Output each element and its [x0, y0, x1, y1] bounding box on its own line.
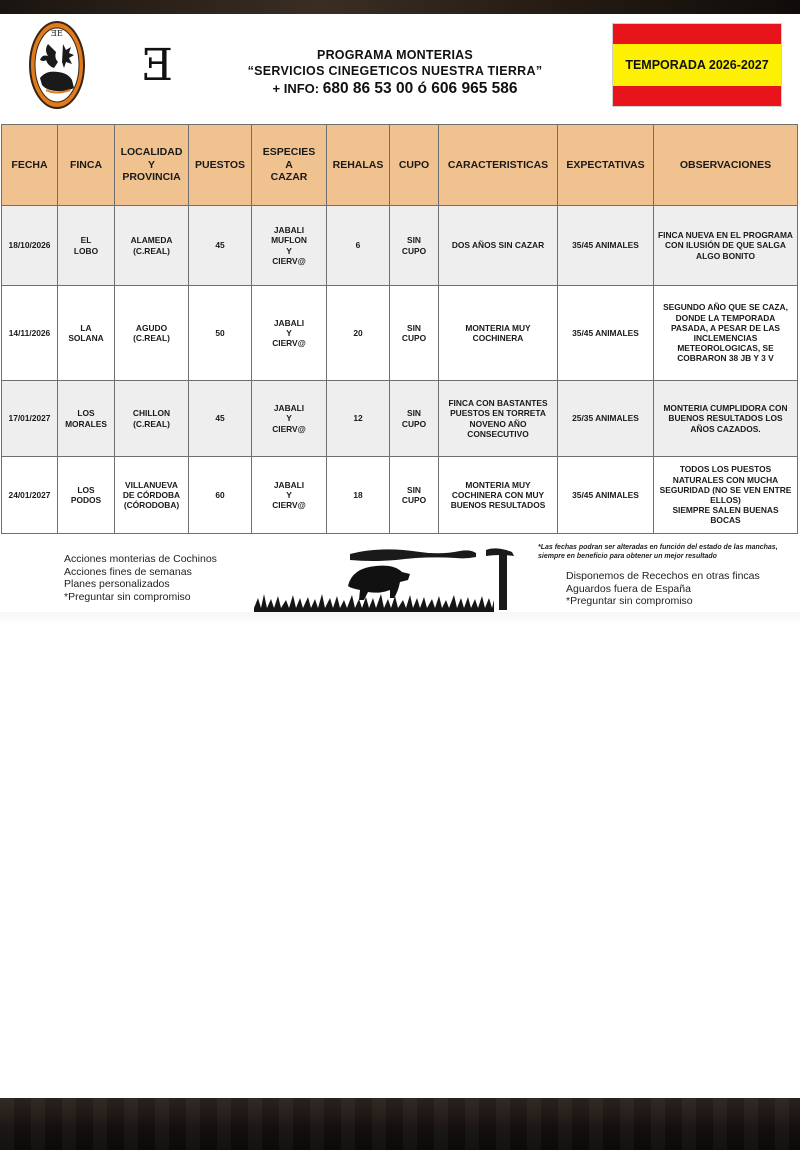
service-item: Acciones fines de semanas — [64, 565, 192, 578]
col-header-rehalas: REHALAS — [327, 125, 390, 206]
cell-caracteristicas: MONTERIA MUY COCHINERA CON MUY BUENOS RESULTADOS — [439, 457, 558, 534]
cell-caracteristicas: DOS AÑOS SIN CAZAR — [439, 206, 558, 286]
cell-expectativas: 25/35 ANIMALES — [558, 381, 654, 457]
cell-puestos: 45 — [189, 381, 252, 457]
flag-red-bottom — [613, 86, 781, 106]
service-item: *Preguntar sin compromiso — [566, 595, 693, 608]
table-header-row — [2, 125, 798, 206]
cell-cupo: SIN CUPO — [390, 206, 439, 286]
monogram-letter: Ǝ — [141, 40, 175, 86]
cell-localidad: AGUDO (C.REAL) — [115, 286, 189, 381]
monterias-table — [1, 124, 798, 534]
col-header-finca: FINCA — [58, 125, 115, 206]
table-row — [2, 206, 798, 286]
cell-especies: JABALI Y CIERV@ — [252, 381, 327, 457]
season-flag — [613, 24, 781, 106]
cell-fecha: 17/01/2027 — [2, 381, 58, 457]
col-header-observaciones: OBSERVACIONES — [654, 125, 798, 206]
cell-puestos: 60 — [189, 457, 252, 534]
program-header — [230, 48, 560, 98]
cell-puestos: 50 — [189, 286, 252, 381]
info-label: + INFO: — [272, 81, 320, 96]
cell-caracteristicas: MONTERIA MUY COCHINERA — [439, 286, 558, 381]
cell-expectativas: 35/45 ANIMALES — [558, 286, 654, 381]
service-item: Disponemos de Recechos en otras fincas — [566, 570, 760, 582]
cell-localidad: CHILLON (C.REAL) — [115, 381, 189, 457]
hunting-emblem-logo — [28, 20, 86, 110]
cell-fecha: 14/11/2026 — [2, 286, 58, 381]
flag-red-top — [613, 24, 781, 44]
table-row — [2, 381, 798, 457]
cell-fecha: 24/01/2027 — [2, 457, 58, 534]
season-label: TEMPORADA 2026-2027 — [613, 44, 781, 86]
dates-disclaimer: *Las fechas podran ser alteradas en función del estado de las manchas, siempre en beneficio para obtener un mejor resultado — [538, 544, 778, 560]
cell-rehalas: 12 — [327, 381, 390, 457]
table-row — [2, 457, 798, 534]
service-item: Planes personalizados — [64, 578, 170, 591]
cell-cupo: SIN CUPO — [390, 286, 439, 381]
top-dark-band — [0, 0, 800, 14]
section-fade — [0, 612, 800, 626]
col-header-localidad: LOCALIDAD Y PROVINCIA — [115, 125, 189, 206]
cell-observaciones: TODOS LOS PUESTOS NATURALES CON MUCHA SEGURIDAD (NO SE VEN ENTRE ELLOS) SIEMPRE SALEN BUENAS BOCAS — [654, 457, 798, 534]
col-header-cupo: CUPO — [390, 125, 439, 206]
service-item: *Preguntar sin compromiso — [64, 590, 191, 603]
col-header-caracteristicas: CARACTERISTICAS — [439, 125, 558, 206]
cell-expectativas: 35/45 ANIMALES — [558, 206, 654, 286]
cell-finca: EL LOBO — [58, 206, 115, 286]
cell-expectativas: 35/45 ANIMALES — [558, 457, 654, 534]
cell-caracteristicas: FINCA CON BASTANTES PUESTOS EN TORRETA NOVENO AÑO CONSECUTIVO — [439, 381, 558, 457]
col-header-puestos: PUESTOS — [189, 125, 252, 206]
col-header-expectativas: EXPECTATIVAS — [558, 125, 654, 206]
cell-localidad: ALAMEDA (C.REAL) — [115, 206, 189, 286]
bottom-dark-band — [0, 1098, 800, 1150]
cell-rehalas: 20 — [327, 286, 390, 381]
cell-finca: LOS MORALES — [58, 381, 115, 457]
cell-especies: JABALI MUFLON Y CIERV@ — [252, 206, 327, 286]
program-subtitle: “SERVICIOS CINEGETICOS NUESTRA TIERRA” — [247, 64, 543, 78]
cell-cupo: SIN CUPO — [390, 381, 439, 457]
cell-observaciones: FINCA NUEVA EN EL PROGRAMA CON ILUSIÓN DE QUE SALGA ALGO BONITO — [654, 206, 798, 286]
col-header-especies: ESPECIES A CAZAR — [252, 125, 327, 206]
cell-observaciones: MONTERIA CUMPLIDORA CON BUENOS RESULTADOS LOS AÑOS CAZADOS. — [654, 381, 798, 457]
emblem-letters: ƎE — [51, 29, 63, 38]
cell-especies: JABALI Y CIERV@ — [252, 457, 327, 534]
services-list-right — [566, 570, 760, 608]
cell-rehalas: 18 — [327, 457, 390, 534]
cell-especies: JABALI Y CIERV@ — [252, 286, 327, 381]
cell-cupo: SIN CUPO — [390, 457, 439, 534]
cell-observaciones: SEGUNDO AÑO QUE SE CAZA, DONDE LA TEMPORADA PASADA, A PESAR DE LAS INCLEMENCIAS METEOROLOGICAS, SE COBRARON 38 JB Y 3 V — [654, 286, 798, 381]
cell-rehalas: 6 — [327, 206, 390, 286]
cell-finca: LA SOLANA — [58, 286, 115, 381]
cell-puestos: 45 — [189, 206, 252, 286]
cell-finca: LOS PODOS — [58, 457, 115, 534]
cell-localidad: VILLANUEVA DE CÓRDOBA (CÓRODOBA) — [115, 457, 189, 534]
service-item: Acciones monterias de Cochinos — [64, 553, 217, 565]
contact-line — [230, 80, 560, 98]
cell-fecha: 18/10/2026 — [2, 206, 58, 286]
col-header-fecha: FECHA — [2, 125, 58, 206]
service-item: Aguardos fuera de España — [566, 582, 691, 595]
boar-silhouette-illustration — [254, 546, 516, 616]
program-title: PROGRAMA MONTERIAS — [317, 48, 473, 62]
contact-phones: 680 86 53 00 ó 606 965 586 — [322, 80, 518, 97]
monogram-logo — [136, 40, 180, 86]
table-row — [2, 286, 798, 381]
services-list-left — [64, 553, 217, 603]
